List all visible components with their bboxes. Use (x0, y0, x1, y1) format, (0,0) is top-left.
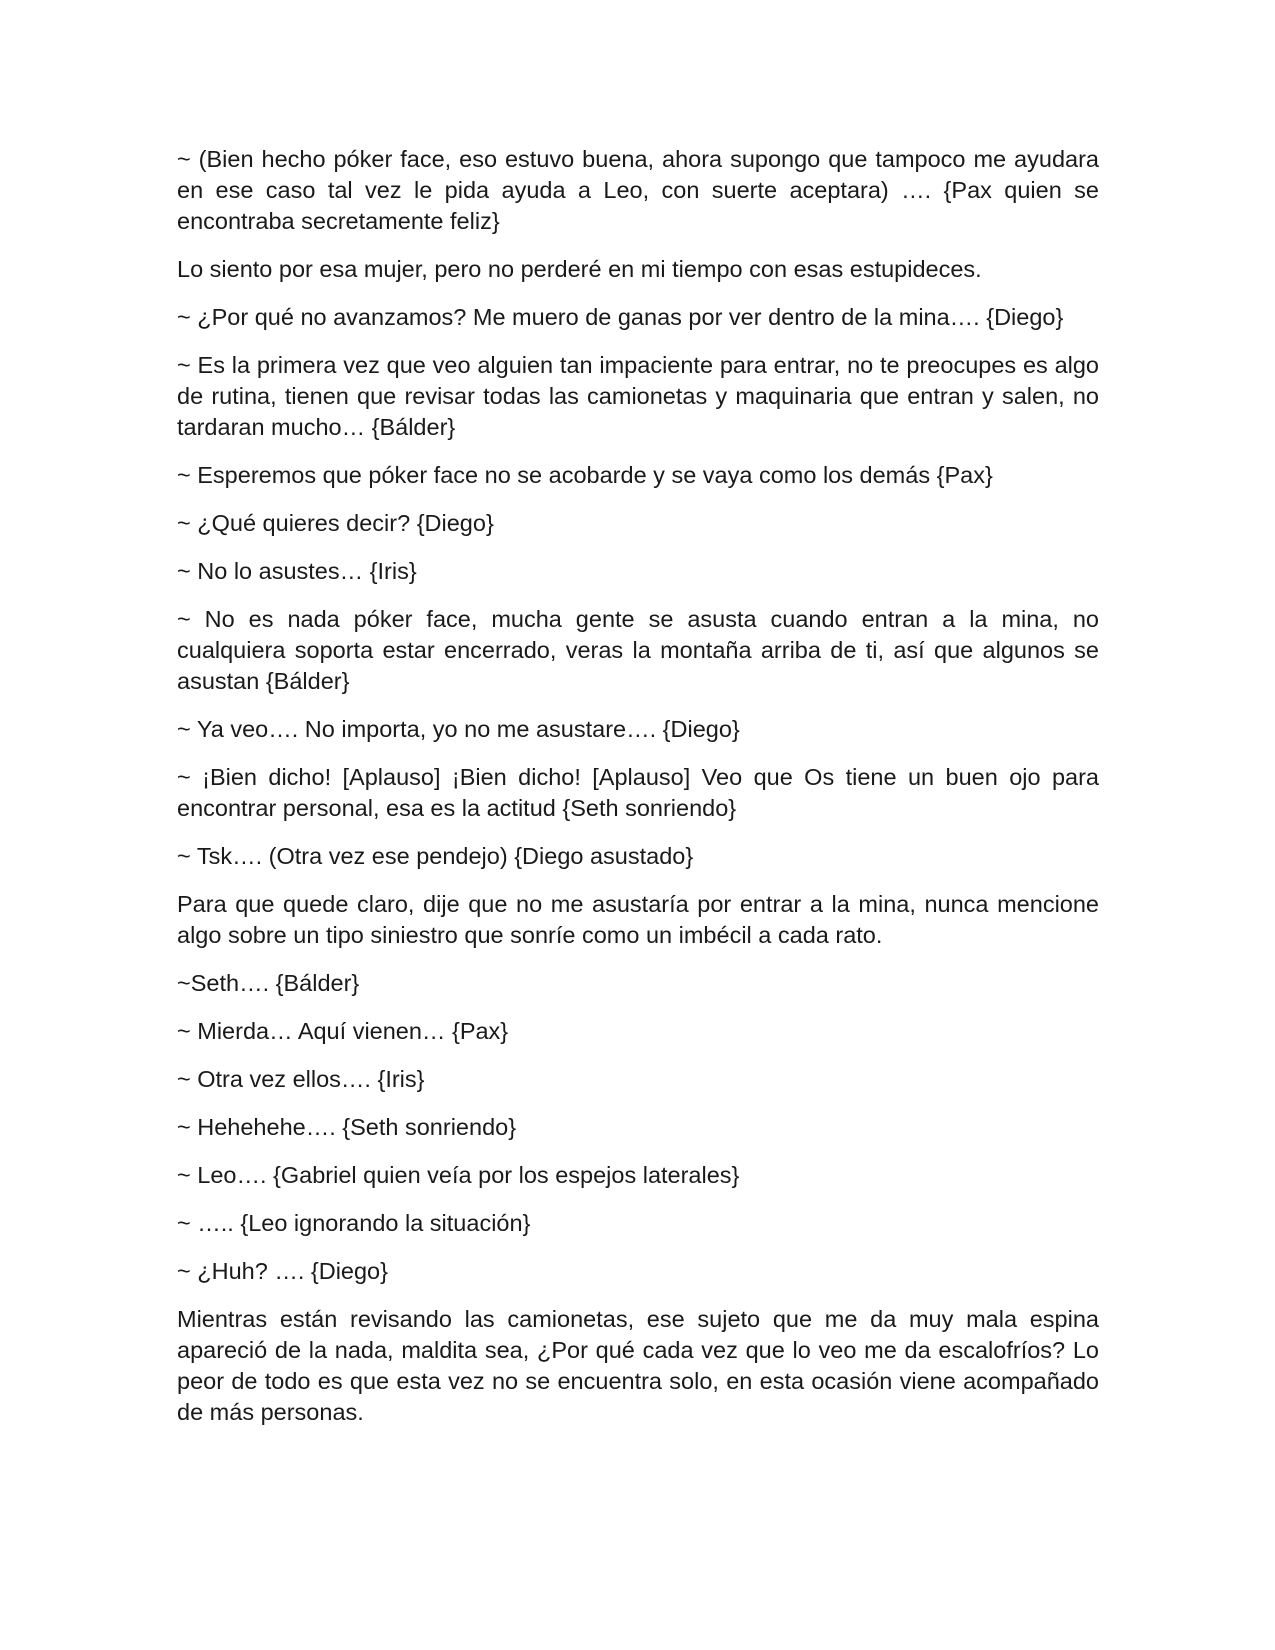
paragraph: Para que quede claro, dije que no me asustaría por entrar a la mina, nunca mencione algo sobre un tipo siniestro que sonríe como un imbécil a cada rato. (177, 891, 1099, 948)
paragraph: ~ Otra vez ellos…. {Iris} (177, 1066, 425, 1092)
document-page (177, 144, 1099, 1445)
paragraph: ~ ¡Bien dicho! [Aplauso] ¡Bien dicho! [Aplauso] Veo que Os tiene un buen ojo para encontrar personal, esa es la actitud {Seth sonriendo} (177, 764, 1099, 821)
paragraph: Lo siento por esa mujer, pero no perderé en mi tiempo con esas estupideces. (177, 256, 982, 282)
paragraph: ~ Ya veo…. No importa, yo no me asustare…. {Diego} (177, 716, 740, 742)
paragraph: ~ Es la primera vez que veo alguien tan impaciente para entrar, no te preocupes es algo de rutina, tienen que revisar todas las camionetas y maquinaria que entran y salen, no tardaran mucho… {Bálder} (177, 352, 1099, 440)
paragraph: ~ Esperemos que póker face no se acobarde y se vaya como los demás {Pax} (177, 462, 993, 488)
paragraph: ~ No es nada póker face, mucha gente se asusta cuando entran a la mina, no cualquiera soporta estar encerrado, veras la montaña arriba de ti, así que algunos se asustan {Bálder} (177, 606, 1099, 694)
paragraph: ~ Leo…. {Gabriel quien veía por los espejos laterales} (177, 1162, 740, 1188)
paragraph: ~ Tsk…. (Otra vez ese pendejo) {Diego asustado} (177, 843, 694, 869)
paragraph: Mientras están revisando las camionetas, ese sujeto que me da muy mala espina apareció de la nada, maldita sea, ¿Por qué cada vez que lo veo me da escalofríos? Lo peor de todo es que esta vez no se encuentra solo, en esta ocasión viene acompañado de más personas. (177, 1306, 1099, 1425)
paragraph: ~ ¿Huh? …. {Diego} (177, 1258, 388, 1284)
paragraph: ~Seth…. {Bálder} (177, 970, 360, 996)
paragraph: ~ ¿Por qué no avanzamos? Me muero de ganas por ver dentro de la mina…. {Diego} (177, 304, 1064, 330)
paragraph: ~ (Bien hecho póker face, eso estuvo buena, ahora supongo que tampoco me ayudara en ese caso tal vez le pida ayuda a Leo, con suerte aceptara) …. {Pax quien se encontraba secretamente feliz} (177, 146, 1099, 234)
paragraph: ~ Hehehehe…. {Seth sonriendo} (177, 1114, 517, 1140)
paragraph: ~ ¿Qué quieres decir? {Diego} (177, 510, 494, 536)
paragraph: ~ Mierda… Aquí vienen… {Pax} (177, 1018, 509, 1044)
paragraph: ~ No lo asustes… {Iris} (177, 558, 417, 584)
paragraph: ~ ….. {Leo ignorando la situación} (177, 1210, 531, 1236)
